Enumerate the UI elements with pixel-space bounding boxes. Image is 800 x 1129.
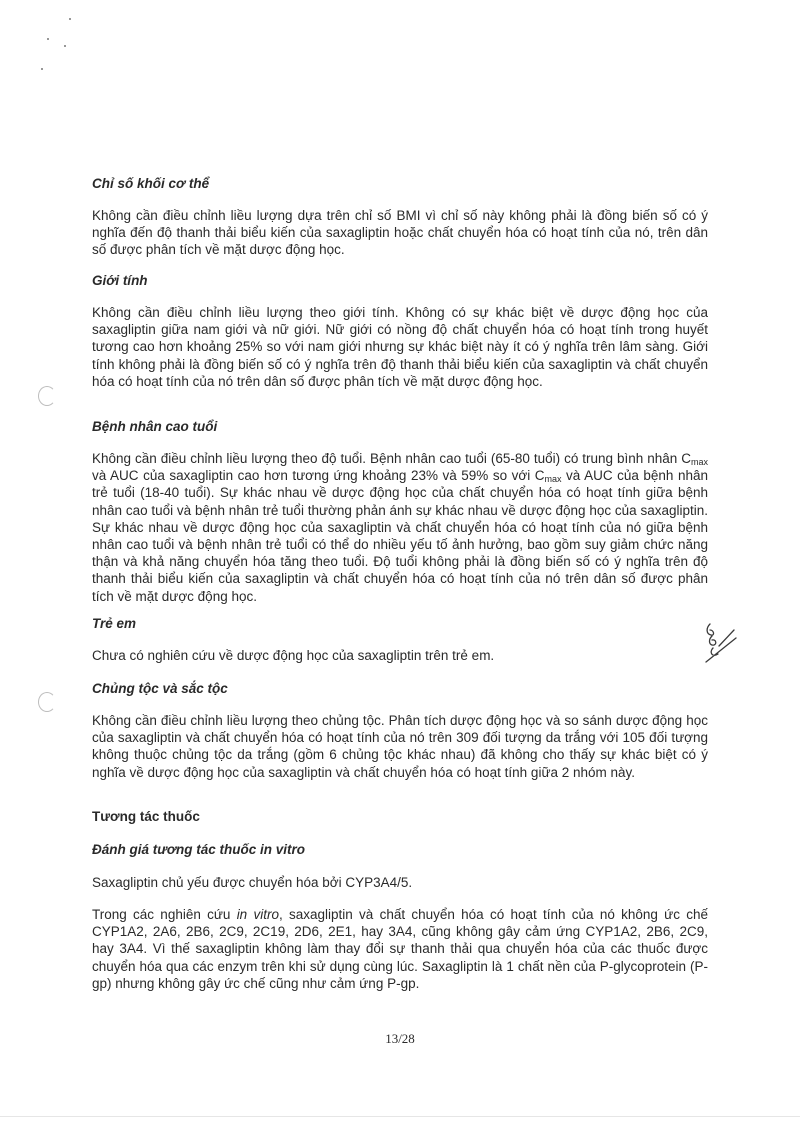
section-text-race: Không cần điều chỉnh liều lượng theo chủng tộc. Phân tích dược động học và so sánh dược động học của saxagliptin và chất chuyển hóa có hoạt tính của nó trên 309 đối tượng da trắng với 105 đối tượng không thuộc chủng tộc da trắng (gồm 6 chủng tộc khác nhau) đã không cho thấy sự khác biệt có ý nghĩa về dược động học của saxagliptin và chất chuyển hóa có hoạt tính giữa 2 nhóm này. [92, 713, 708, 780]
section-text-gender: Không cần điều chỉnh liều lượng theo giới tính. Không có sự khác biệt về dược động học của saxagliptin giữa nam giới và nữ giới. Nữ giới có nồng độ chất chuyển hóa có hoạt tính trong huyết tương cao hơn khoảng 25% so với nam giới nhưng sự khác biệt này ít có ý nghĩa trên lâm sàng. Giới tính không phải là đồng biến số có ý nghĩa trên độ thanh thải biểu kiến của saxagliptin và chất chuyển hóa có hoạt tính của nó trên dân số được phân tích về mặt dược động học. [92, 305, 708, 389]
section-title-race: Chủng tộc và sắc tộc [92, 681, 228, 696]
page-bottom-edge [0, 1116, 800, 1117]
section-text-bmi: Không cần điều chỉnh liều lượng dựa trên chỉ số BMI vì chỉ số này không phải là đồng biến số có ý nghĩa đến độ thanh thải biểu kiến của saxagliptin hoặc chất chuyển hóa có hoạt tính của nó, trên dân số được phân tích về mặt dược động học. [92, 208, 708, 258]
interactions-paragraph-1: Saxagliptin chủ yếu được chuyển hóa bởi CYP3A4/5. [92, 875, 413, 890]
section-title-bmi: Chỉ số khối cơ thể [92, 176, 210, 191]
interactions-paragraph-2: Trong các nghiên cứu in vitro, saxagliptin và chất chuyển hóa có hoạt tính của nó không ức chế CYP1A2, 2A6, 2B6, 2C9, 2C19, 2D6, 2E1, hay 3A4, cũng không gây cảm ứng CYP1A2, 2B6, 2C9, hay 3A4. Vì thế saxagliptin không làm thay đổi sự thanh thải qua chuyển hóa của các thuốc được chuyển hóa qua các enzym trên khi sử dụng cùng lúc. Saxagliptin là 1 chất nền của P-glycoprotein (P-gp) nhưng không gây ức chế cũng như cảm ứng P-gp. [92, 907, 708, 991]
section-subtitle-in-vitro: Đánh giá tương tác thuốc in vitro [92, 842, 305, 857]
section-text-children: Chưa có nghiên cứu về dược động học của saxagliptin trên trẻ em. [92, 648, 495, 663]
punch-hole-mark [38, 386, 56, 406]
section-title-children: Trẻ em [92, 616, 137, 631]
section-title-interactions: Tương tác thuốc [92, 809, 200, 824]
page-number: 13/28 [385, 1031, 415, 1046]
section-text-elderly: Không cần điều chỉnh liều lượng theo độ tuổi. Bệnh nhân cao tuổi (65-80 tuổi) có trung bình nhân $C_{max}$ và AUC của saxagliptin cao hơn tương ứng khoảng 23% và 59% so với $C_{max}$ và AUC của bệnh nhân trẻ tuổi (18-40 tuổi). Sự khác nhau về dược động học của chất chuyển hóa có hoạt tính giữa bệnh nhân cao tuổi và bệnh nhân trẻ tuổi thường phản ánh sự khác nhau về dược động học của saxagliptin. Sự khác nhau về dược động học của saxagliptin và chất chuyển hóa có hoạt tính của nó giữa bệnh nhân cao tuổi và bệnh nhân trẻ tuổi có thể do nhiều yếu tố ảnh hưởng, bao gồm suy giảm chức năng thận và khả năng chuyển hóa tăng theo tuổi. Độ tuổi không phải là đồng biến số có ý nghĩa trên độ thanh thải biểu kiến của saxagliptin và chất chuyển hóa có hoạt tính của nó trên dân số được phân tích về mặt dược động học. [92, 451, 708, 604]
section-title-elderly: Bệnh nhân cao tuổi [92, 419, 218, 434]
punch-hole-mark [38, 692, 56, 712]
section-title-gender: Giới tính [92, 273, 148, 288]
